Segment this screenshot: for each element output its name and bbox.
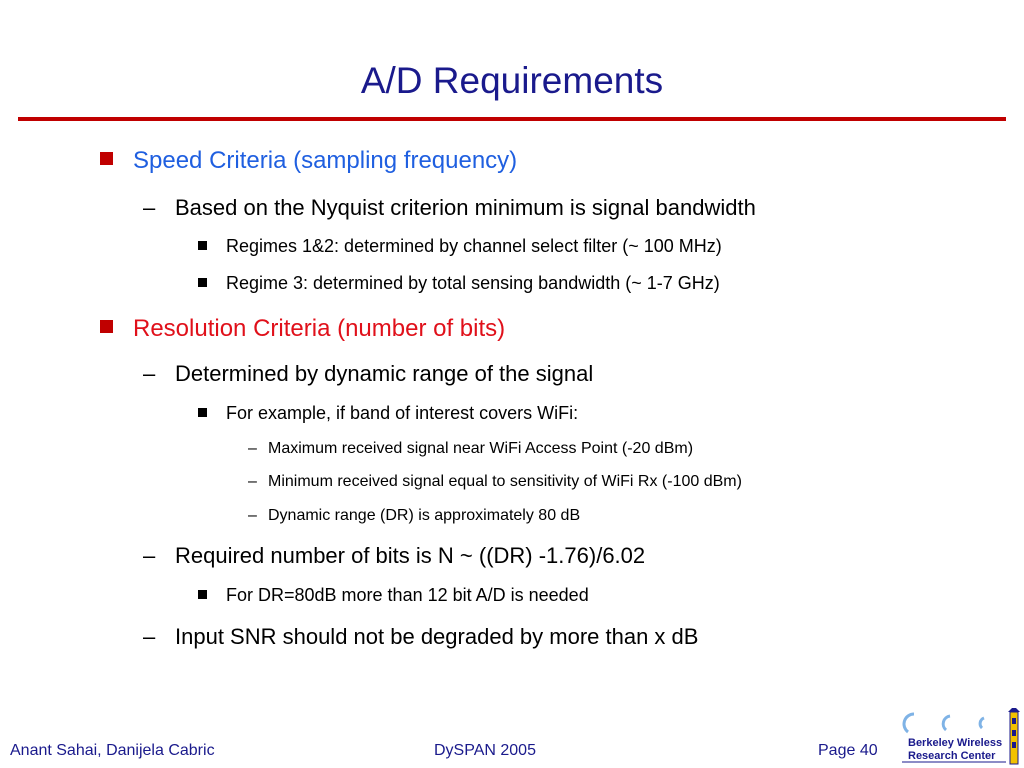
bullet-max-signal	[248, 440, 694, 458]
bullet-text: For example, if band of interest covers WiFi:	[226, 403, 579, 423]
bullet-text: Regimes 1&2: determined by channel select filter (~ 100 MHz)	[226, 236, 722, 256]
bullet-dr	[248, 507, 581, 525]
bullet-text: Determined by dynamic range of the signal	[175, 361, 594, 386]
square-bullet-icon	[198, 408, 207, 417]
logo-line-2: Research Center	[908, 750, 996, 762]
square-bullet-icon	[198, 590, 207, 599]
bullet-snr	[143, 624, 699, 650]
square-bullet-icon	[198, 241, 207, 250]
bullet-text: Based on the Nyquist criterion minimum is signal bandwidth	[175, 195, 756, 220]
slide-title: A/D Requirements	[360, 60, 664, 101]
bullet-text: Regime 3: determined by total sensing bandwidth (~ 1-7 GHz)	[226, 273, 720, 293]
bullet-text: For DR=80dB more than 12 bit A/D is needed	[226, 585, 589, 605]
bullet-dynamic-range	[143, 361, 594, 387]
footer-conference: DySPAN 2005	[434, 742, 536, 759]
bullet-text: Required number of bits is N ~ ((DR) -1.76)/6.02	[175, 543, 646, 568]
bullet-example	[226, 403, 578, 424]
square-bullet-icon	[198, 278, 207, 287]
dash-bullet-icon: –	[248, 473, 257, 490]
bullet-text: Minimum received signal equal to sensitivity of WiFi Rx (-100 dBm)	[268, 473, 742, 490]
dash-bullet-icon: –	[143, 543, 156, 568]
bullet-min-signal	[248, 473, 742, 491]
dash-bullet-icon: –	[248, 507, 257, 524]
bullet-text: Maximum received signal near WiFi Access Point (-20 dBm)	[268, 440, 694, 457]
footer-authors: Anant Sahai, Danijela Cabric	[10, 742, 215, 759]
footer-page-number: Page 40	[818, 742, 878, 759]
bullet-nyquist	[143, 195, 756, 221]
bullet-text: Dynamic range (DR) is approximately 80 dB	[268, 507, 581, 524]
bullet-resolution-criteria	[133, 315, 505, 343]
dash-bullet-icon: –	[143, 195, 156, 220]
square-bullet-icon	[100, 320, 113, 333]
bullet-text: Input SNR should not be degraded by more than x dB	[175, 624, 699, 649]
bullet-speed-criteria	[133, 147, 517, 175]
bullet-dr80	[226, 585, 589, 606]
logo-line-1: Berkeley Wireless	[908, 737, 1003, 749]
bullet-regime3	[226, 273, 720, 294]
bullet-bits	[143, 543, 646, 569]
dash-bullet-icon: –	[143, 624, 156, 649]
bullet-regime12	[226, 236, 722, 257]
bullet-text: Speed Criteria (sampling frequency)	[133, 147, 518, 174]
square-bullet-icon	[100, 152, 113, 165]
logo-text	[908, 737, 1002, 763]
bullet-text: Resolution Criteria (number of bits)	[133, 315, 506, 342]
dash-bullet-icon: –	[248, 440, 257, 457]
dash-bullet-icon: –	[143, 361, 156, 386]
title-divider	[18, 117, 1006, 121]
